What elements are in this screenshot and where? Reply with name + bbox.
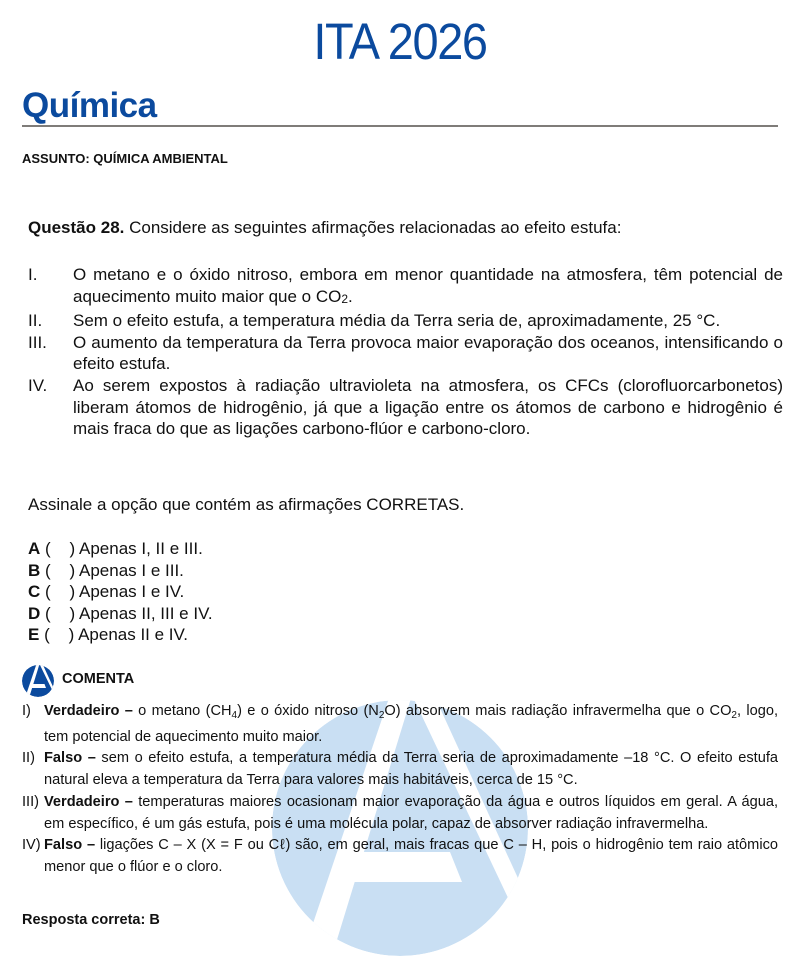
question-prompt: Assinale a opção que contém as afirmações CORRETAS. <box>28 495 465 514</box>
option-letter: A <box>28 539 41 558</box>
subscript: 2 <box>731 710 737 721</box>
question-number: Questão 28. <box>28 218 125 237</box>
correct-answer: Resposta correta: B <box>22 912 160 928</box>
option-text: ( ) Apenas I e IV. <box>40 582 185 602</box>
statement-number: I. <box>28 265 38 284</box>
comment-item <box>22 701 778 748</box>
statement-item <box>28 264 783 310</box>
comment-text: O) absorvem mais radiação infravermelha que o CO <box>384 703 732 719</box>
subscript: 2 <box>378 710 385 721</box>
statement-text: Sem o efeito estufa, a temperatura média da Terra seria de, aproximadamente, 25 °C. <box>73 311 721 331</box>
option-text: ( ) Apenas I e III. <box>40 560 184 580</box>
statement-number: III. <box>28 332 47 352</box>
comment-text: o metano (CH <box>132 703 232 719</box>
comment-text: temperaturas maiores ocasionam maior evaporação da água e outros líquidos em geral. A água, em específico, é um gás estufa, pois é uma molécula polar, capaz de absorver radiação infravermelha. <box>44 793 778 832</box>
comment-verdict: Verdadeiro – <box>44 793 133 810</box>
statement-item <box>28 310 783 332</box>
subscript: 2 <box>341 291 349 306</box>
statement-text: Ao serem expostos à radiação ultravioleta na atmosfera, os CFCs (clorofluorcarbonetos) liberam átomos de hidrogênio, já que a ligação entre os átomos de carbono e hidrogênio é mais fraca do que as ligações carbono-flúor e carbono-cloro. <box>73 375 783 439</box>
statement-item <box>28 375 783 440</box>
option-letter: B <box>28 560 41 580</box>
comment-verdict: Falso – <box>44 750 96 767</box>
subject-title: Química <box>22 86 157 125</box>
comment-number: I) <box>22 703 31 719</box>
exam-title: ITA 2026 <box>313 13 487 70</box>
comment-text: ligações C – X (X = F ou Cℓ) são, em geral, mais fracas que C – H, pois o hidrogênio tem raio atômico menor que o flúor e o cloro. <box>44 837 778 875</box>
statement-text: O metano e o óxido nitroso, embora em menor quantidade na atmosfera, têm potencial de aquecimento muito maior que o CO <box>73 265 783 306</box>
comment-number: III) <box>22 793 40 810</box>
question-header <box>28 217 788 239</box>
comment-verdict: Falso – <box>44 837 96 854</box>
statement-list <box>28 264 783 440</box>
option-text: ( ) Apenas II e IV. <box>39 625 189 645</box>
comment-text: sem o efeito estufa, a temperatura média da Terra seria de aproximadamente –18 °C. O efeito estufa natural eleva a temperatura da Terra para valores mais habitáveis, cerca de 15 °C. <box>44 750 778 789</box>
topic-label: ASSUNTO: QUÍMICA AMBIENTAL <box>22 151 228 166</box>
comment-list <box>22 701 778 879</box>
option-letter: C <box>28 582 41 602</box>
statement-text: O aumento da temperatura da Terra provoca maior evaporação dos oceanos, intensificando o efeito estufa. <box>73 332 783 374</box>
comment-verdict: Verdadeiro – <box>44 703 133 719</box>
comment-text: , logo, tem potencial de aquecimento muito maior. <box>44 703 778 745</box>
question-text: Considere as seguintes afirmações relacionadas ao efeito estufa: <box>124 218 622 237</box>
option-letter: E <box>28 625 40 645</box>
comment-item <box>22 748 778 791</box>
option-b[interactable] <box>28 560 213 582</box>
option-text: ( ) Apenas II, III e IV. <box>40 603 213 623</box>
title-divider <box>22 125 778 127</box>
comment-number: II) <box>22 750 35 767</box>
answer-options <box>28 538 213 646</box>
comment-item <box>22 835 778 878</box>
option-text: ( ) Apenas I, II e III. <box>40 539 203 558</box>
comment-section-title: COMENTA <box>62 671 135 687</box>
statement-number: II. <box>28 311 43 331</box>
statement-item <box>28 332 783 375</box>
statement-tail: . <box>348 286 353 306</box>
option-d[interactable] <box>28 603 213 625</box>
comment-text: ) e o óxido nitroso (N <box>237 703 379 719</box>
comment-number: IV) <box>22 837 41 854</box>
option-letter: D <box>28 603 41 623</box>
statement-number: IV. <box>28 375 48 395</box>
subscript: 4 <box>231 710 238 721</box>
comment-item <box>22 792 778 835</box>
brand-logo-icon <box>22 665 54 697</box>
option-e[interactable] <box>28 624 213 646</box>
option-c[interactable] <box>28 581 213 603</box>
option-a[interactable] <box>28 538 213 560</box>
